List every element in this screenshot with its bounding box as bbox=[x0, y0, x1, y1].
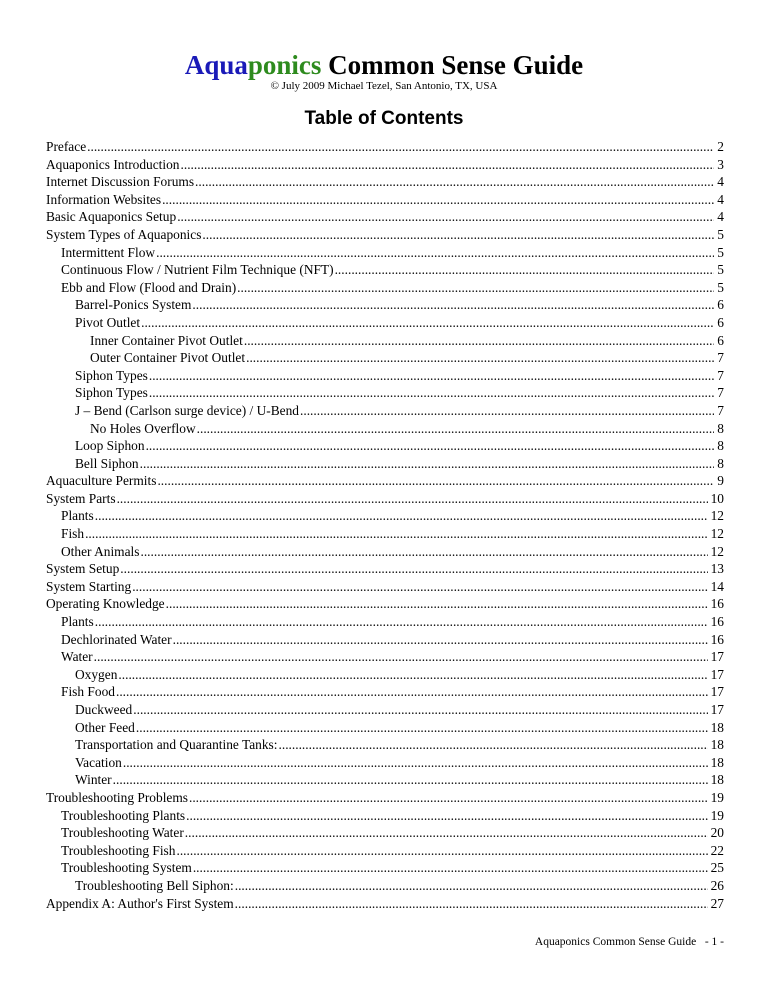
toc-entry-page: 19 bbox=[710, 807, 724, 823]
dot-leader bbox=[94, 648, 708, 666]
toc-entry-label: Other Feed bbox=[75, 719, 135, 735]
toc-entry[interactable] bbox=[46, 367, 724, 385]
toc-entry-label: Duckweed bbox=[75, 702, 133, 717]
toc-entry[interactable] bbox=[46, 420, 724, 438]
toc-entry-page: 8 bbox=[717, 438, 724, 454]
dot-leader bbox=[197, 420, 715, 438]
toc-entry-label: Barrel-Ponics System bbox=[75, 297, 192, 313]
toc-entry-page: 12 bbox=[710, 508, 724, 524]
toc-entry-label: Appendix A: Author's First System bbox=[46, 895, 234, 911]
dot-leader bbox=[149, 384, 714, 402]
toc-entry-page: 13 bbox=[710, 561, 724, 577]
dot-leader bbox=[202, 226, 714, 244]
toc-entry[interactable] bbox=[46, 807, 724, 825]
dot-leader bbox=[136, 719, 708, 737]
toc-entry-page: 7 bbox=[717, 367, 724, 383]
toc-entry[interactable] bbox=[46, 560, 724, 578]
dot-leader bbox=[335, 261, 715, 279]
toc-entry[interactable] bbox=[46, 701, 724, 719]
toc-entry[interactable] bbox=[46, 578, 724, 596]
toc-entry-page: 5 bbox=[717, 262, 724, 278]
toc-entry-page: 26 bbox=[710, 877, 724, 893]
toc-entry-page: 17 bbox=[710, 666, 724, 682]
toc-entry-label: Basic Aquaponics Setup bbox=[46, 209, 177, 225]
title-aqua: Aqua bbox=[184, 50, 248, 80]
dot-leader bbox=[246, 349, 714, 367]
toc-entry[interactable] bbox=[46, 543, 724, 561]
footer-title: Aquaponics Common Sense Guide bbox=[534, 936, 697, 948]
toc-entry-label: System Setup bbox=[46, 561, 120, 577]
toc-entry[interactable] bbox=[46, 771, 724, 789]
dot-leader bbox=[173, 631, 708, 649]
toc-entry-label: Troubleshooting Bell Siphon: bbox=[75, 877, 234, 893]
toc-entry-label: Other Animals bbox=[61, 543, 140, 559]
toc-entry-label: Dechlorinated Water bbox=[61, 631, 172, 647]
toc-entry-page: 18 bbox=[710, 719, 724, 735]
toc-entry[interactable] bbox=[46, 349, 724, 367]
dot-leader bbox=[176, 842, 707, 860]
dot-leader bbox=[181, 156, 715, 174]
toc-entry-page: 17 bbox=[710, 649, 724, 665]
dot-leader bbox=[133, 701, 707, 719]
toc-entry-label: Troubleshooting Water bbox=[61, 825, 184, 841]
title-rest: Common Sense Guide bbox=[321, 50, 584, 80]
toc-entry-page: 8 bbox=[717, 420, 724, 436]
toc-entry-page: 16 bbox=[710, 631, 724, 647]
toc-entry[interactable] bbox=[46, 648, 724, 666]
toc-entry[interactable] bbox=[46, 261, 724, 279]
dot-leader bbox=[300, 402, 714, 420]
toc-entry-label: Outer Container Pivot Outlet bbox=[90, 350, 246, 366]
toc-entry[interactable] bbox=[46, 895, 724, 913]
toc-entry-page: 19 bbox=[710, 789, 724, 805]
dot-leader bbox=[95, 613, 708, 631]
dot-leader bbox=[166, 595, 708, 613]
toc-entry[interactable] bbox=[46, 754, 724, 772]
toc-entry-page: 12 bbox=[710, 543, 724, 559]
dot-leader bbox=[116, 683, 708, 701]
toc-entry-page: 16 bbox=[710, 614, 724, 630]
toc-entry[interactable] bbox=[46, 736, 724, 754]
dot-leader bbox=[146, 437, 715, 455]
toc-entry-label: Operating Knowledge bbox=[46, 596, 165, 612]
toc-entry[interactable] bbox=[46, 859, 724, 877]
toc-entry-page: 5 bbox=[717, 226, 724, 242]
dot-leader bbox=[186, 807, 707, 825]
toc-entry-label: System Starting bbox=[46, 578, 132, 594]
toc-entry-label: Inner Container Pivot Outlet bbox=[90, 332, 243, 348]
toc-heading: Table of Contents bbox=[304, 108, 464, 129]
dot-leader bbox=[132, 578, 707, 596]
toc-entry[interactable] bbox=[46, 666, 724, 684]
dot-leader bbox=[113, 771, 708, 789]
toc-entry-label: Fish bbox=[61, 526, 85, 542]
toc-entry-label: Continuous Flow / Nutrient Film Technique (NFT) bbox=[61, 262, 334, 278]
toc-entry[interactable] bbox=[46, 226, 724, 244]
dot-leader bbox=[192, 296, 714, 314]
dot-leader bbox=[189, 789, 708, 807]
toc-entry[interactable] bbox=[46, 719, 724, 737]
dot-leader bbox=[185, 824, 708, 842]
dot-leader bbox=[157, 472, 714, 490]
toc-entry-label: Loop Siphon bbox=[75, 438, 145, 454]
dot-leader bbox=[140, 543, 707, 561]
toc-entry-page: 3 bbox=[717, 156, 724, 172]
toc-entry[interactable] bbox=[46, 631, 724, 649]
toc-entry-page: 18 bbox=[710, 754, 724, 770]
toc-entry-label: Pivot Outlet bbox=[75, 314, 141, 330]
toc-entry-page: 27 bbox=[710, 895, 724, 911]
dot-leader bbox=[244, 332, 714, 350]
toc-entry[interactable] bbox=[46, 208, 724, 226]
toc-entry-page: 9 bbox=[717, 473, 724, 489]
toc-entry-label: Internet Discussion Forums bbox=[46, 174, 195, 190]
toc-entry-label: Intermittent Flow bbox=[61, 244, 156, 260]
copyright-line: © July 2009 Michael Tezel, San Antonio, TX, USA bbox=[270, 80, 498, 92]
toc-entry-page: 7 bbox=[717, 385, 724, 401]
toc-entry-page: 5 bbox=[717, 244, 724, 260]
toc-entry-label: Winter bbox=[75, 772, 112, 788]
toc-entry-label: System Parts bbox=[46, 490, 116, 506]
toc-entry-label: Troubleshooting Fish bbox=[61, 842, 176, 858]
dot-leader bbox=[193, 859, 708, 877]
toc-entry-label: Bell Siphon bbox=[75, 455, 139, 471]
toc-entry-page: 2 bbox=[717, 139, 724, 154]
dot-leader bbox=[141, 314, 714, 332]
toc-entry-label: Troubleshooting Plants bbox=[61, 807, 186, 823]
dot-leader bbox=[235, 877, 708, 895]
dot-leader bbox=[149, 367, 714, 385]
toc-entry[interactable] bbox=[46, 296, 724, 314]
toc-entry[interactable] bbox=[46, 613, 724, 631]
toc-entry[interactable] bbox=[46, 490, 724, 508]
toc-entry-page: 4 bbox=[717, 174, 724, 190]
toc-entry-label: Oxygen bbox=[75, 666, 118, 682]
footer-page-number: - 1 - bbox=[704, 936, 724, 948]
page-footer bbox=[535, 935, 724, 949]
toc-entry[interactable] bbox=[46, 877, 724, 895]
toc-entry[interactable] bbox=[46, 455, 724, 473]
toc-entry[interactable] bbox=[46, 138, 724, 156]
toc-entry-page: 25 bbox=[710, 860, 724, 876]
toc-entry-label: System Types of Aquaponics bbox=[46, 226, 202, 242]
toc-entry-page: 4 bbox=[717, 191, 724, 207]
dot-leader bbox=[117, 490, 708, 508]
toc-entry[interactable] bbox=[46, 525, 724, 543]
dot-leader bbox=[237, 279, 714, 297]
toc-entry-label: J – Bend (Carlson surge device) / U-Bend bbox=[75, 402, 299, 418]
toc-entry-page: 22 bbox=[710, 842, 724, 858]
toc-entry-page: 18 bbox=[710, 737, 724, 753]
dot-leader bbox=[123, 754, 708, 772]
toc-entry-label: Information Websites bbox=[46, 191, 162, 207]
dot-leader bbox=[87, 138, 714, 156]
toc-entry-page: 17 bbox=[710, 702, 724, 717]
toc-entry[interactable] bbox=[46, 156, 724, 174]
dot-leader bbox=[162, 191, 714, 209]
toc-entry-label: Aquaponics Introduction bbox=[46, 156, 180, 172]
dot-leader bbox=[85, 525, 708, 543]
toc-entry-page: 6 bbox=[717, 332, 724, 348]
toc-entry-page: 18 bbox=[710, 772, 724, 788]
dot-leader bbox=[177, 208, 714, 226]
dot-leader bbox=[279, 736, 708, 754]
toc-entry[interactable] bbox=[46, 842, 724, 860]
toc-entry[interactable] bbox=[46, 332, 724, 350]
toc-entry-page: 17 bbox=[710, 684, 724, 700]
toc-entry-label: Vacation bbox=[75, 754, 122, 770]
toc-entry-page: 7 bbox=[717, 350, 724, 366]
title-ponics: ponics bbox=[247, 50, 322, 80]
toc-entry[interactable] bbox=[46, 173, 724, 191]
toc-entry-label: Ebb and Flow (Flood and Drain) bbox=[61, 279, 237, 295]
dot-leader bbox=[118, 666, 707, 684]
toc-entry[interactable] bbox=[46, 472, 724, 490]
dot-leader bbox=[120, 560, 707, 578]
dot-leader bbox=[140, 455, 715, 473]
toc-entry[interactable] bbox=[46, 683, 724, 701]
toc-entry-page: 20 bbox=[710, 825, 724, 841]
toc-entry-page: 4 bbox=[717, 209, 724, 225]
toc-entry-label: Aquaculture Permits bbox=[46, 473, 157, 489]
toc-entry-page: 7 bbox=[717, 402, 724, 418]
toc-entry[interactable] bbox=[46, 824, 724, 842]
toc-entry-label: Siphon Types bbox=[75, 367, 148, 383]
toc-entry-page: 5 bbox=[717, 279, 724, 295]
toc-entry-label: Plants bbox=[61, 508, 94, 524]
dot-leader bbox=[195, 173, 714, 191]
toc-entry[interactable] bbox=[46, 244, 724, 262]
dot-leader bbox=[235, 895, 708, 913]
toc-entry-label: Transportation and Quarantine Tanks: bbox=[75, 737, 278, 753]
dot-leader bbox=[95, 507, 708, 525]
toc-entry[interactable] bbox=[46, 384, 724, 402]
toc-entry[interactable] bbox=[46, 507, 724, 525]
toc-entry[interactable] bbox=[46, 595, 724, 613]
toc-entry-label: Preface bbox=[46, 139, 87, 154]
toc-entry-label: Siphon Types bbox=[75, 385, 148, 401]
table-of-contents bbox=[46, 138, 724, 912]
toc-entry-label: Water bbox=[61, 649, 93, 665]
toc-entry[interactable] bbox=[46, 314, 724, 332]
toc-entry-page: 12 bbox=[710, 526, 724, 542]
toc-entry-label: Troubleshooting Problems bbox=[46, 789, 188, 805]
toc-entry-label: Troubleshooting System bbox=[61, 860, 192, 876]
toc-entry-page: 14 bbox=[710, 578, 724, 594]
toc-entry-label: Plants bbox=[61, 614, 94, 630]
dot-leader bbox=[156, 244, 714, 262]
toc-entry-label: No Holes Overflow bbox=[90, 420, 196, 436]
toc-entry-label: Fish Food bbox=[61, 684, 115, 700]
toc-entry[interactable] bbox=[46, 279, 724, 297]
toc-entry[interactable] bbox=[46, 191, 724, 209]
toc-entry-page: 6 bbox=[717, 297, 724, 313]
toc-entry-page: 6 bbox=[717, 314, 724, 330]
toc-entry-page: 8 bbox=[717, 455, 724, 471]
toc-entry-page: 16 bbox=[710, 596, 724, 612]
toc-entry[interactable] bbox=[46, 402, 724, 420]
toc-entry[interactable] bbox=[46, 437, 724, 455]
toc-entry[interactable] bbox=[46, 789, 724, 807]
toc-entry-page: 10 bbox=[710, 490, 724, 506]
document-title bbox=[0, 50, 768, 80]
